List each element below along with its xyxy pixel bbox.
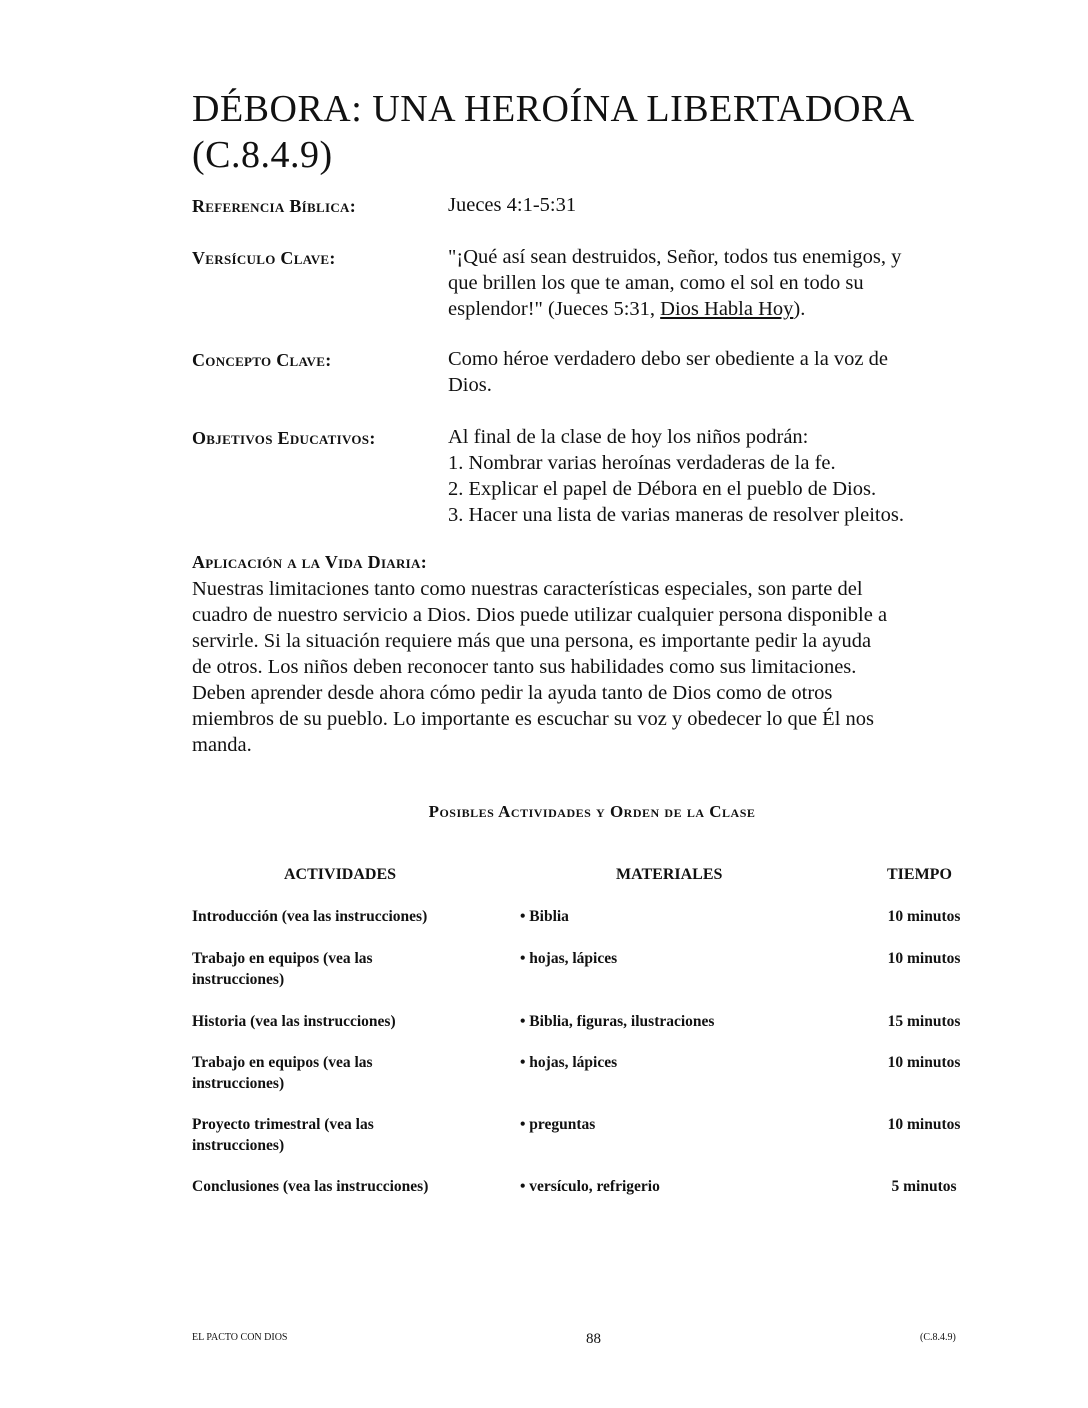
versiculo-line-1: "¡Qué así sean destruidos, Señor, todos tus enemigos, y <box>448 246 902 268</box>
activity-cell <box>192 948 482 990</box>
objetivos-value <box>448 424 988 528</box>
activity-cell <box>192 1011 482 1032</box>
referencia-text: Jueces 4:1-5:31 <box>448 194 577 216</box>
time-cell: 10 minutos <box>887 1116 961 1133</box>
time-cell: 10 minutos <box>887 908 961 925</box>
material-cell: • Biblia, figuras, ilustraciones <box>520 1013 715 1030</box>
referencia-label: Referencia Bíblica: <box>192 196 357 216</box>
header-actividades: ACTIVIDADES <box>284 866 397 883</box>
header-materiales: MATERIALES <box>616 866 723 883</box>
title-line-2: (C.8.4.9) <box>192 134 333 176</box>
paragraph-line: manda. <box>192 734 252 756</box>
activities-section-title: Posibles Actividades y Orden de la Clase <box>428 802 756 821</box>
material-cell: • hojas, lápices <box>520 1054 618 1071</box>
concepto-label: Concepto Clave: <box>192 350 332 370</box>
paragraph-line: miembros de su pueblo. Lo importante es escuchar su voz y obedecer lo que Él nos <box>192 708 875 730</box>
time-cell: 5 minutos <box>891 1178 957 1195</box>
time-cell: 10 minutos <box>887 1054 961 1071</box>
objetivo-item: 3. Hacer una lista de varias maneras de resolver pleitos. <box>448 504 904 526</box>
activity-text: Historia (vea las instrucciones) <box>192 1013 396 1030</box>
referencia-value <box>448 192 988 218</box>
activity-text: Proyecto trimestral (vea las <box>192 1116 374 1133</box>
time-cell: 10 minutos <box>887 950 961 967</box>
objetivo-item: 1. Nombrar varias heroínas verdaderas de la fe. <box>448 452 836 474</box>
concepto-line-1: Como héroe verdadero debo ser obediente a la voz de <box>448 348 888 370</box>
material-cell: • preguntas <box>520 1116 596 1133</box>
activity-cell <box>192 1176 482 1197</box>
paragraph-line: cuadro de nuestro servicio a Dios. Dios puede utilizar cualquier persona disponible a <box>192 604 888 626</box>
material-cell: • versículo, refrigerio <box>520 1178 660 1195</box>
versiculo-value <box>448 244 988 322</box>
activity-text: instrucciones) <box>192 1137 285 1154</box>
aplicacion-paragraph <box>192 576 1012 758</box>
footer-left: EL PACTO CON DIOS <box>192 1332 288 1343</box>
activity-text: Trabajo en equipos (vea las <box>192 1054 373 1071</box>
footer-right: (C.8.4.9) <box>920 1332 956 1343</box>
concepto-value <box>448 346 988 398</box>
activity-cell <box>192 1052 482 1094</box>
activity-text: Introducción (vea las instrucciones) <box>192 908 428 925</box>
concepto-line-2: Dios. <box>448 374 492 396</box>
time-cell: 15 minutos <box>887 1013 961 1030</box>
material-cell: • hojas, lápices <box>520 950 618 967</box>
aplicacion-heading: Aplicación a la Vida Diaria: <box>192 552 428 572</box>
title-line-1: DÉBORA: UNA HEROÍNA LIBERTADORA <box>192 88 915 130</box>
versiculo-line-3 <box>448 296 988 322</box>
paragraph-line: Deben aprender desde ahora cómo pedir la ayuda tanto de Dios como de otros <box>192 682 833 704</box>
material-cell: • Biblia <box>520 908 569 925</box>
lesson-title <box>192 86 1012 178</box>
objetivos-intro: Al final de la clase de hoy los niños podrán: <box>448 426 809 448</box>
activity-cell <box>192 1114 482 1156</box>
header-tiempo: TIEMPO <box>887 866 952 883</box>
paragraph-line: servirle. Si la situación requiere más que una persona, es importante pedir la ayuda <box>192 630 872 652</box>
objetivo-item: 2. Explicar el papel de Débora en el pueblo de Dios. <box>448 478 877 500</box>
versiculo-line-2: que brillen los que te aman, como el sol en todo su <box>448 272 864 294</box>
objetivos-label: Objetivos Educativos: <box>192 428 376 448</box>
versiculo-line-3-pre: esplendor!" (Jueces 5:31, <box>448 298 661 320</box>
page-number: 88 <box>586 1331 601 1347</box>
activity-text: instrucciones) <box>192 971 285 988</box>
paragraph-line: de otros. Los niños deben reconocer tanto sus habilidades como sus limitaciones. <box>192 656 857 678</box>
activity-text: Trabajo en equipos (vea las <box>192 950 373 967</box>
activity-text: instrucciones) <box>192 1075 285 1092</box>
paragraph-line: Nuestras limitaciones tanto como nuestras características especiales, son parte del <box>192 578 863 600</box>
bible-version-link[interactable]: Dios Habla Hoy <box>660 298 794 320</box>
versiculo-label: Versículo Clave: <box>192 248 336 268</box>
versiculo-line-3-post: ). <box>793 298 806 320</box>
activity-cell <box>192 906 482 927</box>
activity-text: Conclusiones (vea las instrucciones) <box>192 1178 429 1195</box>
